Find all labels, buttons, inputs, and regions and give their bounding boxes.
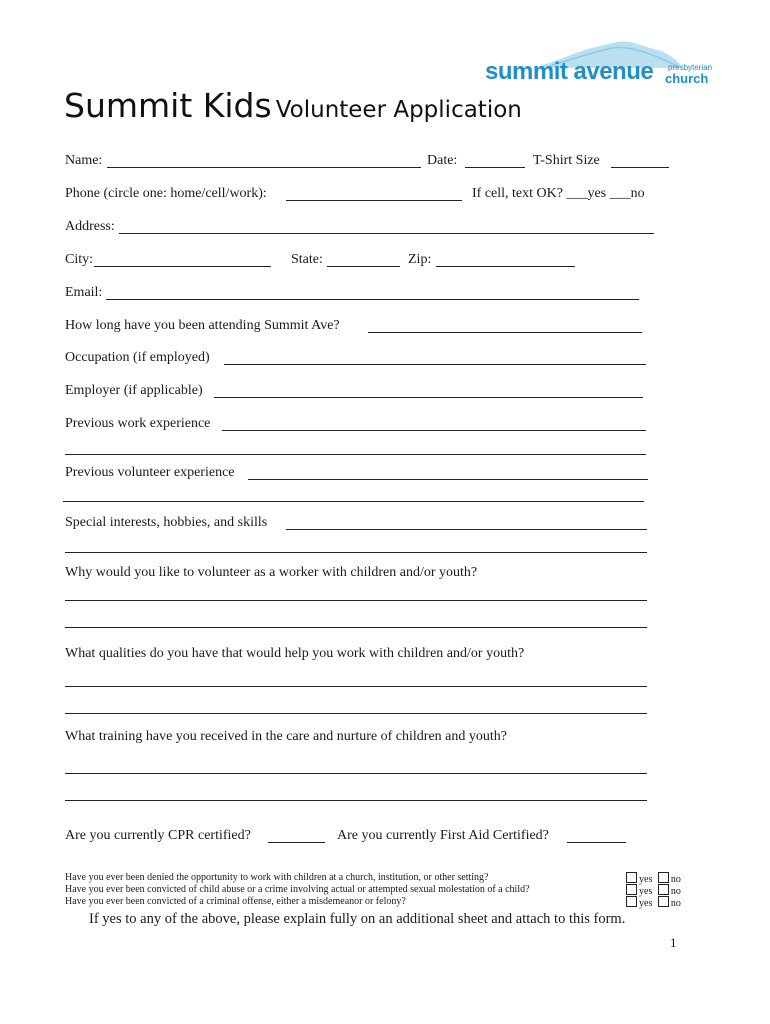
email-label: Email: bbox=[65, 285, 103, 300]
footer-note: If yes to any of the above, please explain fully on an additional sheet and attach to this form. bbox=[89, 911, 626, 927]
address-field[interactable] bbox=[119, 233, 654, 234]
screening-question-1: Have you ever been denied the opportunity to work with children at a church, institution, or other setting? bbox=[65, 872, 489, 883]
no-label: no bbox=[670, 898, 681, 909]
name-field[interactable] bbox=[107, 167, 421, 168]
why-answer-line-2[interactable] bbox=[65, 627, 647, 628]
why-question: Why would you like to volunteer as a worker with children and/or youth? bbox=[65, 565, 478, 580]
phone-field[interactable] bbox=[286, 200, 462, 201]
yes-checkbox[interactable] bbox=[626, 872, 637, 883]
first-aid-label: Are you currently First Aid Certified? bbox=[337, 828, 549, 843]
qualities-answer-line-2[interactable] bbox=[65, 713, 647, 714]
no-checkbox[interactable] bbox=[658, 884, 669, 895]
zip-field[interactable] bbox=[436, 266, 575, 267]
page-title bbox=[64, 86, 522, 125]
email-field[interactable] bbox=[106, 299, 639, 300]
interests-field[interactable] bbox=[286, 529, 647, 530]
screening-question-2: Have you ever been convicted of child abuse or a crime involving actual or attempted sexual molestation of a child? bbox=[65, 884, 530, 895]
screening-options-3 bbox=[626, 896, 681, 910]
zip-label: Zip: bbox=[408, 252, 432, 267]
cpr-field[interactable] bbox=[268, 842, 325, 843]
cpr-label: Are you currently CPR certified? bbox=[65, 828, 251, 843]
state-label: State: bbox=[291, 252, 323, 267]
no-checkbox[interactable] bbox=[658, 872, 669, 883]
page-number: 1 bbox=[670, 935, 677, 950]
volunteer-experience-line-2[interactable] bbox=[63, 501, 644, 502]
name-label: Name: bbox=[65, 153, 103, 168]
why-answer-line-1[interactable] bbox=[65, 600, 647, 601]
volunteer-experience-field[interactable] bbox=[248, 479, 648, 480]
attending-field[interactable] bbox=[368, 332, 642, 333]
occupation-field[interactable] bbox=[224, 364, 646, 365]
interests-label: Special interests, hobbies, and skills bbox=[65, 515, 268, 530]
first-aid-field[interactable] bbox=[567, 842, 626, 843]
screening-question-3: Have you ever been convicted of a criminal offense, either a misdemeanor or felony? bbox=[65, 896, 406, 907]
work-experience-field[interactable] bbox=[222, 430, 646, 431]
text-ok-label: If cell, text OK? ___yes ___no bbox=[472, 186, 645, 201]
state-field[interactable] bbox=[327, 266, 400, 267]
city-label: City: bbox=[65, 252, 94, 267]
city-field[interactable] bbox=[94, 266, 271, 267]
date-label: Date: bbox=[427, 153, 458, 168]
work-experience-line-2[interactable] bbox=[65, 454, 646, 455]
tshirt-label: T-Shirt Size bbox=[533, 153, 600, 168]
logo-presbyterian: presbyterian bbox=[668, 63, 713, 72]
employer-field[interactable] bbox=[214, 397, 643, 398]
training-question: What training have you received in the care and nurture of children and youth? bbox=[65, 729, 507, 744]
occupation-label: Occupation (if employed) bbox=[65, 350, 210, 365]
interests-line-2[interactable] bbox=[65, 552, 647, 553]
yes-label: yes bbox=[639, 886, 653, 897]
no-label: no bbox=[670, 886, 681, 897]
no-checkbox[interactable] bbox=[658, 896, 669, 907]
work-experience-label: Previous work experience bbox=[65, 416, 211, 431]
employer-label: Employer (if applicable) bbox=[65, 383, 203, 398]
yes-checkbox[interactable] bbox=[626, 896, 637, 907]
qualities-answer-line-1[interactable] bbox=[65, 686, 647, 687]
training-answer-line-1[interactable] bbox=[65, 773, 647, 774]
no-label: no bbox=[670, 874, 681, 885]
yes-checkbox[interactable] bbox=[626, 884, 637, 895]
address-label: Address: bbox=[65, 219, 115, 234]
attending-label: How long have you been attending Summit Ave? bbox=[65, 318, 340, 333]
volunteer-experience-label: Previous volunteer experience bbox=[65, 465, 235, 480]
qualities-question: What qualities do you have that would help you work with children and/or youth? bbox=[65, 646, 525, 661]
date-field[interactable] bbox=[465, 167, 525, 168]
training-answer-line-2[interactable] bbox=[65, 800, 647, 801]
logo-name: summit avenue bbox=[485, 58, 654, 85]
logo-church: church bbox=[665, 71, 709, 86]
title-sub: Volunteer Application bbox=[275, 97, 522, 123]
yes-label: yes bbox=[639, 874, 653, 885]
title-main: Summit Kids bbox=[64, 86, 272, 125]
yes-label: yes bbox=[639, 898, 653, 909]
phone-label: Phone (circle one: home/cell/work): bbox=[65, 186, 267, 201]
tshirt-field[interactable] bbox=[611, 167, 669, 168]
